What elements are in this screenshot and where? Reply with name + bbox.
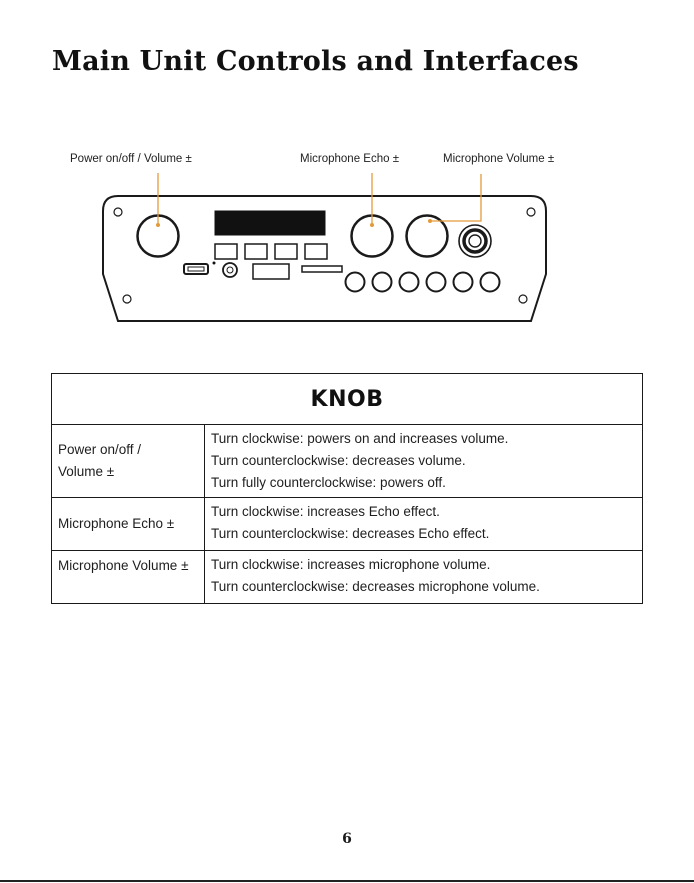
- row-name-power-volume: [52, 425, 205, 498]
- screw-top-left: [114, 208, 122, 216]
- description-line: Turn counterclockwise: decreases Echo effect.: [211, 526, 490, 541]
- screw-bottom-right: [519, 295, 527, 303]
- callout-dot-power-volume: [156, 223, 160, 227]
- callout-label-mic-volume: Microphone Volume ±: [443, 153, 555, 165]
- panel-button: [275, 244, 297, 259]
- callout-label-mic-echo: Microphone Echo ±: [300, 153, 400, 165]
- aux-jack-hole: [227, 267, 233, 273]
- row-name-text: Microphone Echo ±: [58, 516, 175, 531]
- receiver-window: [253, 264, 289, 279]
- description-line: Turn counterclockwise: decreases volume.: [211, 453, 466, 468]
- table-header-row: [52, 374, 643, 425]
- round-button: [481, 273, 500, 292]
- row-description: [205, 498, 643, 551]
- round-button: [427, 273, 446, 292]
- row-name-text: Microphone Volume ±: [58, 558, 189, 573]
- panel-button: [305, 244, 327, 259]
- row-name-text: Power on/off / Volume ±: [58, 442, 142, 479]
- page-title: Main Unit Controls and Interfaces: [52, 46, 579, 77]
- round-button: [400, 273, 419, 292]
- callout-dot-mic-echo: [370, 223, 374, 227]
- panel-button: [245, 244, 267, 259]
- aux-jack: [223, 263, 237, 277]
- sd-card-slot: [302, 266, 342, 272]
- table-row: [52, 498, 643, 551]
- description-line: Turn fully counterclockwise: powers off.: [211, 475, 446, 490]
- control-panel-diagram: [0, 140, 694, 340]
- description-line: Turn clockwise: powers on and increases volume.: [211, 431, 509, 446]
- table-row: [52, 551, 643, 604]
- description-line: Turn clockwise: increases Echo effect.: [211, 504, 440, 519]
- row-description: [205, 551, 643, 604]
- screw-bottom-left: [123, 295, 131, 303]
- mic-input-jack-ring: [464, 230, 486, 252]
- table-header: KNOB: [52, 374, 643, 425]
- usb-port-inner: [188, 267, 204, 271]
- round-button: [454, 273, 473, 292]
- led-display: [215, 211, 325, 235]
- callout-dot-mic-volume: [428, 219, 432, 223]
- knob-table: [51, 373, 643, 604]
- panel-button: [215, 244, 237, 259]
- callout-line-mic-volume: [430, 174, 481, 221]
- mic-input-jack-hole: [469, 235, 481, 247]
- callout-label-power-volume: Power on/off / Volume ±: [70, 153, 192, 165]
- footer-rule: [0, 880, 694, 882]
- description-line: Turn clockwise: increases microphone volume.: [211, 557, 491, 572]
- description-line: Turn counterclockwise: decreases microphone volume.: [211, 579, 540, 594]
- round-button: [373, 273, 392, 292]
- row-name-mic-echo: [52, 498, 205, 551]
- row-name-mic-volume: [52, 551, 205, 604]
- round-button: [346, 273, 365, 292]
- screw-top-right: [527, 208, 535, 216]
- row-description: [205, 425, 643, 498]
- page-number: 6: [342, 831, 352, 847]
- table-row: [52, 425, 643, 498]
- indicator-dot: [213, 262, 216, 265]
